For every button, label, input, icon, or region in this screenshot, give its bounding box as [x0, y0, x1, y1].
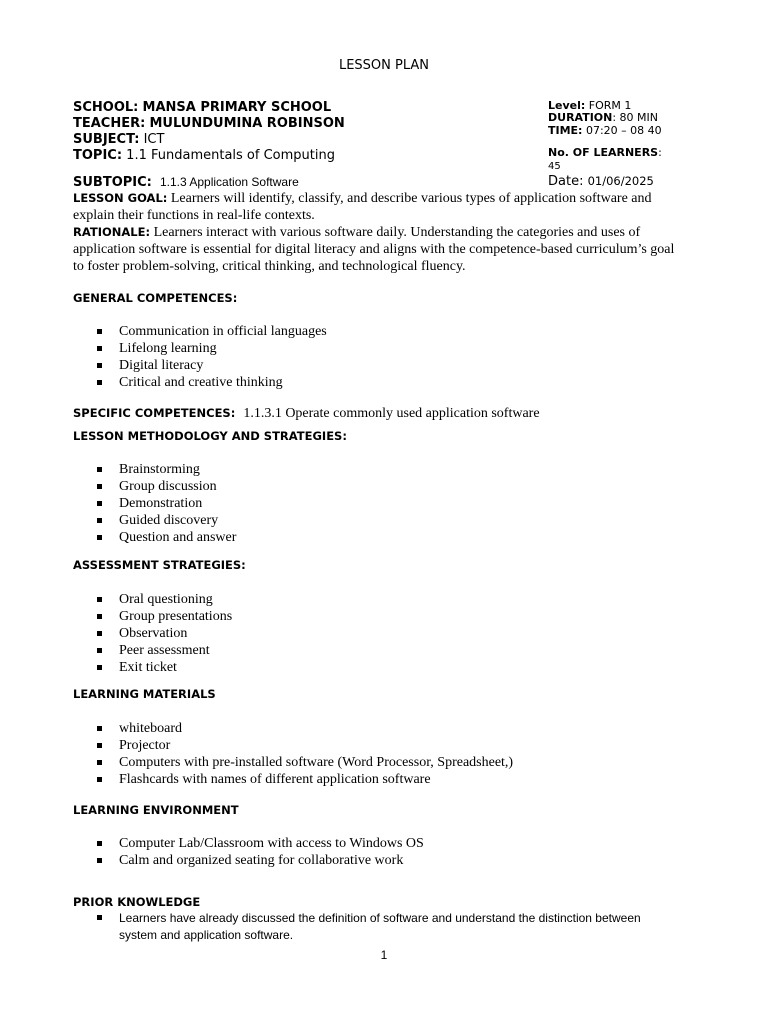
list-item: Group presentations [95, 608, 232, 625]
duration-value: : 80 MIN [612, 111, 659, 124]
list-item: Guided discovery [95, 512, 236, 529]
lesson-goal-label: LESSON GOAL: [73, 191, 168, 205]
rationale [73, 224, 679, 275]
time-value: 07:20 – 08 40 [585, 124, 662, 137]
topic-value: 1.1 Fundamentals of Computing [126, 148, 335, 163]
specific-competences-text: 1.1.3.1 Operate commonly used application software [243, 406, 540, 421]
learners-label: No. OF LEARNERS [548, 146, 659, 159]
header-duration [548, 112, 658, 125]
header-date [548, 175, 654, 189]
subtopic-label: SUBTOPIC: [73, 175, 152, 190]
date-value: 01/06/2025 [587, 174, 654, 188]
general-competences-heading: GENERAL COMPETENCES: [73, 291, 238, 305]
header-learners [548, 147, 662, 160]
list-item: Group discussion [95, 478, 236, 495]
rationale-label: RATIONALE: [73, 225, 151, 239]
list-item: Flashcards with names of different application software [95, 771, 513, 788]
rationale-text: Learners interact with various software daily. Understanding the categories and uses of application software is essential for digital literacy and aligns with the competence-based curriculum’s goal to foster problem-solving, critical thinking, and technological fluency. [73, 225, 675, 274]
specific-competences [73, 404, 540, 422]
header-subtopic [73, 175, 299, 191]
header-subject [73, 132, 164, 148]
list-item: Peer assessment [95, 642, 232, 659]
list-item: Oral questioning [95, 591, 232, 608]
header-topic [73, 148, 335, 164]
specific-competences-heading: SPECIFIC COMPETENCES: [73, 406, 236, 420]
list-item: Question and answer [95, 529, 236, 546]
list-item: Communication in official languages [95, 323, 327, 340]
assessment-list [95, 591, 232, 676]
page-number: 1 [380, 948, 388, 962]
list-item: Demonstration [95, 495, 236, 512]
prior-knowledge-heading: PRIOR KNOWLEDGE [73, 895, 201, 909]
methodology-heading: LESSON METHODOLOGY AND STRATEGIES: [73, 429, 347, 443]
date-label: Date: [548, 174, 584, 189]
list-item: Projector [95, 737, 513, 754]
list-item: whiteboard [95, 720, 513, 737]
methodology-list [95, 461, 236, 546]
school-value: MANSA PRIMARY SCHOOL [142, 100, 332, 115]
level-value: FORM 1 [588, 99, 632, 112]
teacher-value: MULUNDUMINA ROBINSON [149, 116, 345, 131]
assessment-heading: ASSESSMENT STRATEGIES: [73, 558, 246, 572]
lesson-goal [73, 190, 683, 224]
subject-value: ICT [143, 132, 165, 147]
environment-list [95, 835, 424, 869]
header-teacher [73, 116, 345, 132]
subject-label: SUBJECT: [73, 132, 140, 147]
list-item: Calm and organized seating for collaborative work [95, 852, 424, 869]
document-title: LESSON PLAN [338, 58, 430, 73]
materials-list [95, 720, 513, 788]
list-item: Learners have already discussed the definition of software and understand the distinction between system and application software. [95, 910, 655, 943]
header-school [73, 100, 331, 116]
header-time [548, 125, 662, 138]
subtopic-value: 1.1.3 Application Software [160, 175, 299, 189]
list-item: Computers with pre-installed software (Word Processor, Spreadsheet,) [95, 754, 513, 771]
prior-knowledge-list [95, 910, 655, 943]
school-label: SCHOOL: [73, 100, 139, 115]
list-item: Critical and creative thinking [95, 374, 327, 391]
list-item: Exit ticket [95, 659, 232, 676]
topic-label: TOPIC: [73, 148, 123, 163]
list-item: Digital literacy [95, 357, 327, 374]
time-label: TIME: [548, 124, 583, 137]
learners-value: 45 [548, 161, 561, 172]
learners-colon: : [658, 146, 662, 159]
duration-label: DURATION [548, 111, 613, 124]
lesson-goal-text: Learners will identify, classify, and describe various types of application software and explain their functions in real-life contexts. [73, 191, 652, 223]
list-item: Lifelong learning [95, 340, 327, 357]
general-competences-list [95, 323, 327, 391]
list-item: Observation [95, 625, 232, 642]
list-item: Computer Lab/Classroom with access to Windows OS [95, 835, 424, 852]
environment-heading: LEARNING ENVIRONMENT [73, 803, 239, 817]
level-label: Level: [548, 99, 586, 112]
list-item: Brainstorming [95, 461, 236, 478]
materials-heading: LEARNING MATERIALS [73, 687, 216, 701]
teacher-label: TEACHER: [73, 116, 146, 131]
